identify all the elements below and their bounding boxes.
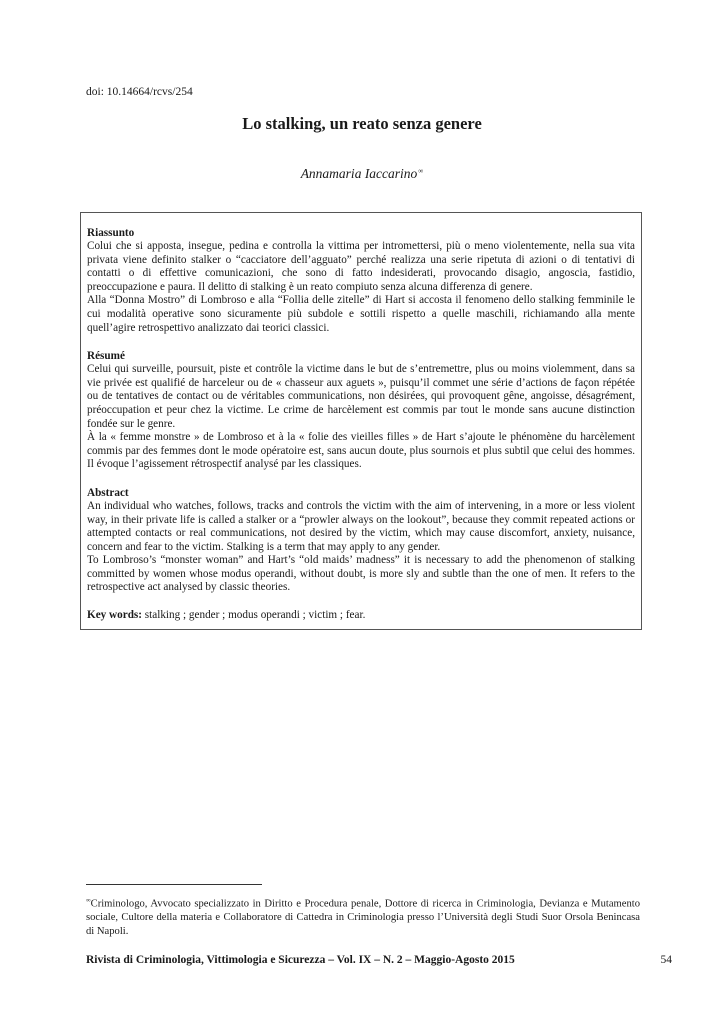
- doi-line: doi: 10.14664/rcvs/254: [86, 86, 193, 98]
- keywords-line: [87, 608, 635, 622]
- abstract-heading: Abstract: [87, 486, 129, 499]
- keywords-label: Key words:: [87, 609, 142, 622]
- footnote: [86, 894, 640, 938]
- abstract-box: [80, 212, 642, 630]
- riassunto-paragraph: Colui che si apposta, insegue, pedina e controlla la vittima per intromettersi, più o meno violentemente, nella sua vita privata viene definito stalker o “cacciatore dell’agguato” perché realizza una serie ripetuta di azioni o di tentativi di contatti o di effettive comunicazioni, che sono di fatto indesiderati, provocando disagio, angoscia, fastidio, preoccupazione e paura. Il delitto di stalking è un reato compiuto senza alcuna differenza di genere.: [87, 240, 635, 293]
- article-title: Lo stalking, un reato senza genere: [242, 114, 482, 133]
- footnote-text: Criminologo, Avvocato specializzato in Diritto e Procedura penale, Dottore di ricerca in Criminologia, Devianza e Mutamento sociale, Cultore della materia e Collaboratore di Cattedra in Criminologia presso l’Università degli Studi Suor Orsola Benincasa di Napoli.: [86, 898, 640, 937]
- resume-heading: Résumé: [87, 350, 125, 363]
- riassunto-paragraph: Alla “Donna Mostro” di Lombroso e alla “Follia delle zitelle” di Hart si accosta il fenomeno dello stalking femminile le cui modalità operative sono sicuramente più subdole e sottili rispetto a quelle maschili, richiamando alla mente quell’agire retrospettivo analizzato dai teorici classici.: [87, 294, 635, 334]
- page-number: 54: [660, 954, 672, 966]
- author-name: Annamaria Iaccarino: [300, 166, 418, 181]
- footnote-mark: ∞: [86, 897, 91, 904]
- abstract-section: [87, 486, 635, 595]
- author-line: [0, 166, 724, 182]
- resume-paragraph: Celui qui surveille, poursuit, piste et contrôle la victime dans le but de s’entremettre, plus ou moins violemment, dans sa vie privée est qualifié de harceleur ou de « chasseur aux aguets », puisqu’il commet une série d’actions de façon répétée ou de tentatives de contact ou de véritables communications, non désirées, qui provoquent gêne, angoisse, désagrément, préoccupation et peur chez la victime. Le crime de harcèlement est commis par tout le monde sans aucune distinction fondée sur le genre.: [87, 363, 635, 430]
- author-footnote-mark[interactable]: ∞: [418, 166, 424, 175]
- abstract-paragraph: An individual who watches, follows, tracks and controls the victim with the aim of intervening, in a more or less violent way, in their private life is called a stalker or a “prowler always on the lookout”, because they commit repeated actions or attempted contacts or real communications, not desired by the victim, which may cause discomfort, anxiety, nuisance, concern and fear to the victim. Stalking is a term that may apply to any gender.: [87, 499, 635, 553]
- riassunto-heading: Riassunto: [87, 227, 135, 239]
- resume-section: [87, 349, 635, 472]
- resume-paragraph: À la « femme monstre » de Lombroso et à la « folie des vieilles filles » de Hart s’ajoute le phénomène du harcèlement commis par des femmes dont le mode opératoire est, sans aucun doute, plus sournois et plus subtil que celui des hommes. Il évoque l’agissement rétrospectif analysé par les classiques.: [87, 431, 635, 471]
- journal-citation: Rivista di Criminologia, Vittimologia e Sicurezza – Vol. IX – N. 2 – Maggio-Agosto 2015: [86, 954, 515, 966]
- riassunto-section: [87, 226, 635, 335]
- keywords-text: stalking ; gender ; modus operandi ; victim ; fear.: [142, 609, 366, 622]
- abstract-paragraph: To Lombroso’s “monster woman” and Hart’s “old maids’ madness” it is necessary to add the phenomenon of stalking committed by women whose modus operandi, without doubt, is more sly and subtle than the one of men. It refers to the retrospective act analysed by classic theories.: [87, 554, 635, 594]
- footnote-separator: [86, 884, 262, 885]
